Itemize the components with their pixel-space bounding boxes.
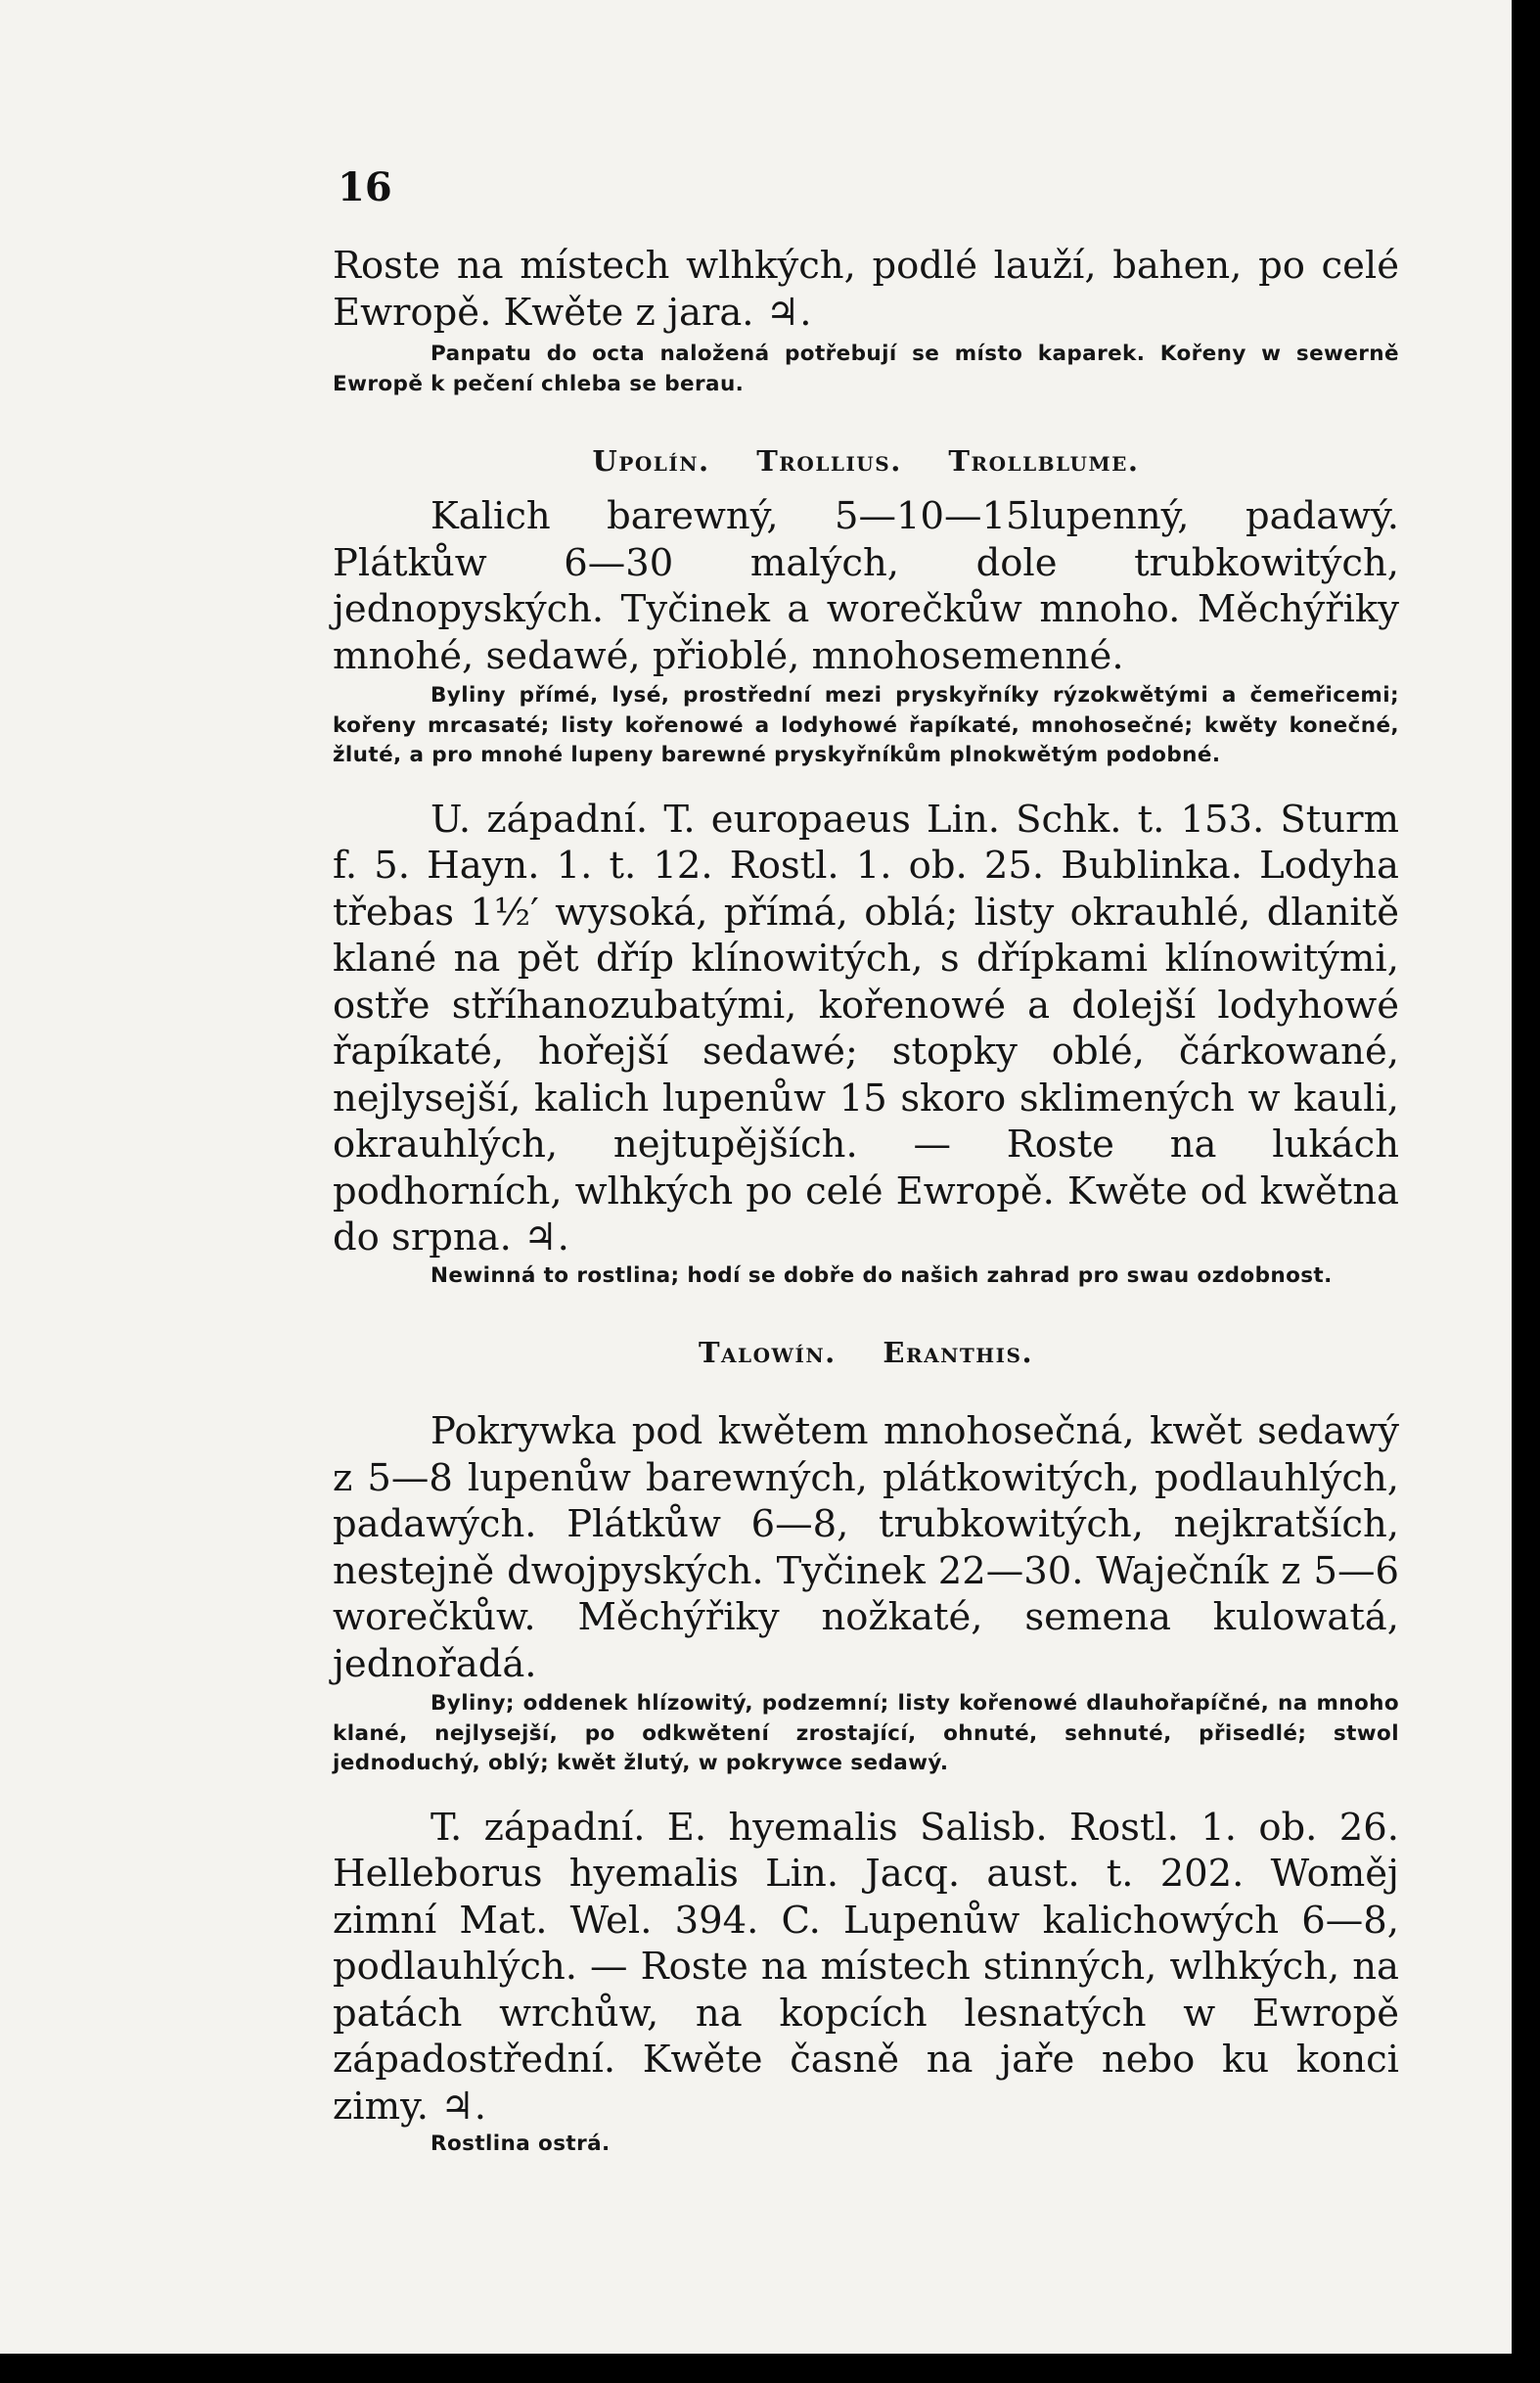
species-note: Rostlina ostrá. bbox=[430, 2131, 611, 2156]
genus-name-czech: Upolín. bbox=[592, 444, 710, 478]
genus-description: Pokrywka pod kwětem mnohosečná, kwět sedawý z 5—8 lupenůw barewných, plátkowitých, podlauhlých, padawých. Plátkůw 6—8, trubkowitých, nejkratších, nestejně dwojpyských. Tyčinek 22—30. Waječník z 5—6 worečkůw. Měchýřiky nožkaté, semena kulowatá, jednořadá. bbox=[333, 1409, 1399, 1686]
genus-note: Byliny přímé, lysé, prostřední mezi pryskyřníky rýzokwětými a čemeřicemi; kořeny mrcasaté; listy kořenowé a lodyhowé řapíkaté, mnohosečné; kwěty konečné, žluté, a pro mnohé lupeny barewné pryskyřníkům plnokwětým podobné. bbox=[333, 683, 1399, 767]
genus-note: Byliny; oddenek hlízowitý, podzemní; listy kořenowé dlauhořapíčné, na mnoho klané, nejlysejší, po odkwětení zrostající, ohnuté, sehnuté, přisedlé; stwol jednoduchý, oblý; kwět žlutý, w pokrywce sedawý. bbox=[333, 1691, 1399, 1775]
species-paragraph: T. západní. E. hyemalis Salisb. Rostl. 1. ob. 26. Helleborus hyemalis Lin. Jacq. aust. t. 202. Woměj zimní Mat. Wel. 394. C. Lupenůw kalichowých 6—8, podlauhlých. — Roste na místech stinných, wlhkých, na patách wrchůw, na kopcích lesnatých w Ewropě západostřední. Kwěte časně na jaře nebo ku konci zimy. ♃. bbox=[333, 1805, 1399, 2129]
page-text bbox=[333, 243, 1399, 2160]
genus-heading-trollius bbox=[333, 444, 1399, 478]
genus-name-latin: Eranthis. bbox=[883, 1336, 1034, 1369]
species-paragraph: U. západní. T. europaeus Lin. Schk. t. 153. Sturm f. 5. Hayn. 1. t. 12. Rostl. 1. ob. 25. Bublinka. Lodyha třebas 1½′ wysoká, přímá, oblá; listy okrauhlé, dlanitě klané na pět dříp klínowitých, s dřípkami klínowitými, ostře stříhanozubatými, kořenowé a dolejší lodyhowé řapíkaté, hořejší sedawé; stopky oblé, čárkowané, nejlysejší, kalich lupenůw 15 skoro sklimených w kauli, okrauhlých, nejtupějších. — Roste na lukách podhorních, wlhkých po celé Ewropě. Kwěte od kwětna do srpna. ♃. bbox=[333, 797, 1399, 1260]
genus-name-czech: Talowín. bbox=[698, 1336, 837, 1369]
body-paragraph: Roste na místech wlhkých, podlé lauží, bahen, po celé Ewropě. Kwěte z jara. ♃. bbox=[333, 244, 1399, 335]
species-note: Newinná to rostlina; hodí se dobře do našich zahrad pro swau ozdobnost. bbox=[430, 1262, 1333, 1288]
genus-name-latin: Trollius. bbox=[756, 444, 902, 478]
page-number: 16 bbox=[338, 164, 392, 210]
genus-name-german: Trollblume. bbox=[948, 444, 1140, 478]
genus-heading-eranthis bbox=[333, 1336, 1399, 1369]
genus-description: Kalich barewný, 5—10—15lupenný, padawý. Plátkůw 6—30 malých, dole trubkowitých, jednopyských. Tyčinek a worečkůw mnoho. Měchýřiky mnohé, sedawé, přioblé, mnohosemenné. bbox=[333, 494, 1399, 678]
footnote-paragraph: Panpatu do octa naložená potřebují se místo kaparek. Kořeny w sewerně Ewropě k pečení chleba se berau. bbox=[333, 342, 1399, 396]
